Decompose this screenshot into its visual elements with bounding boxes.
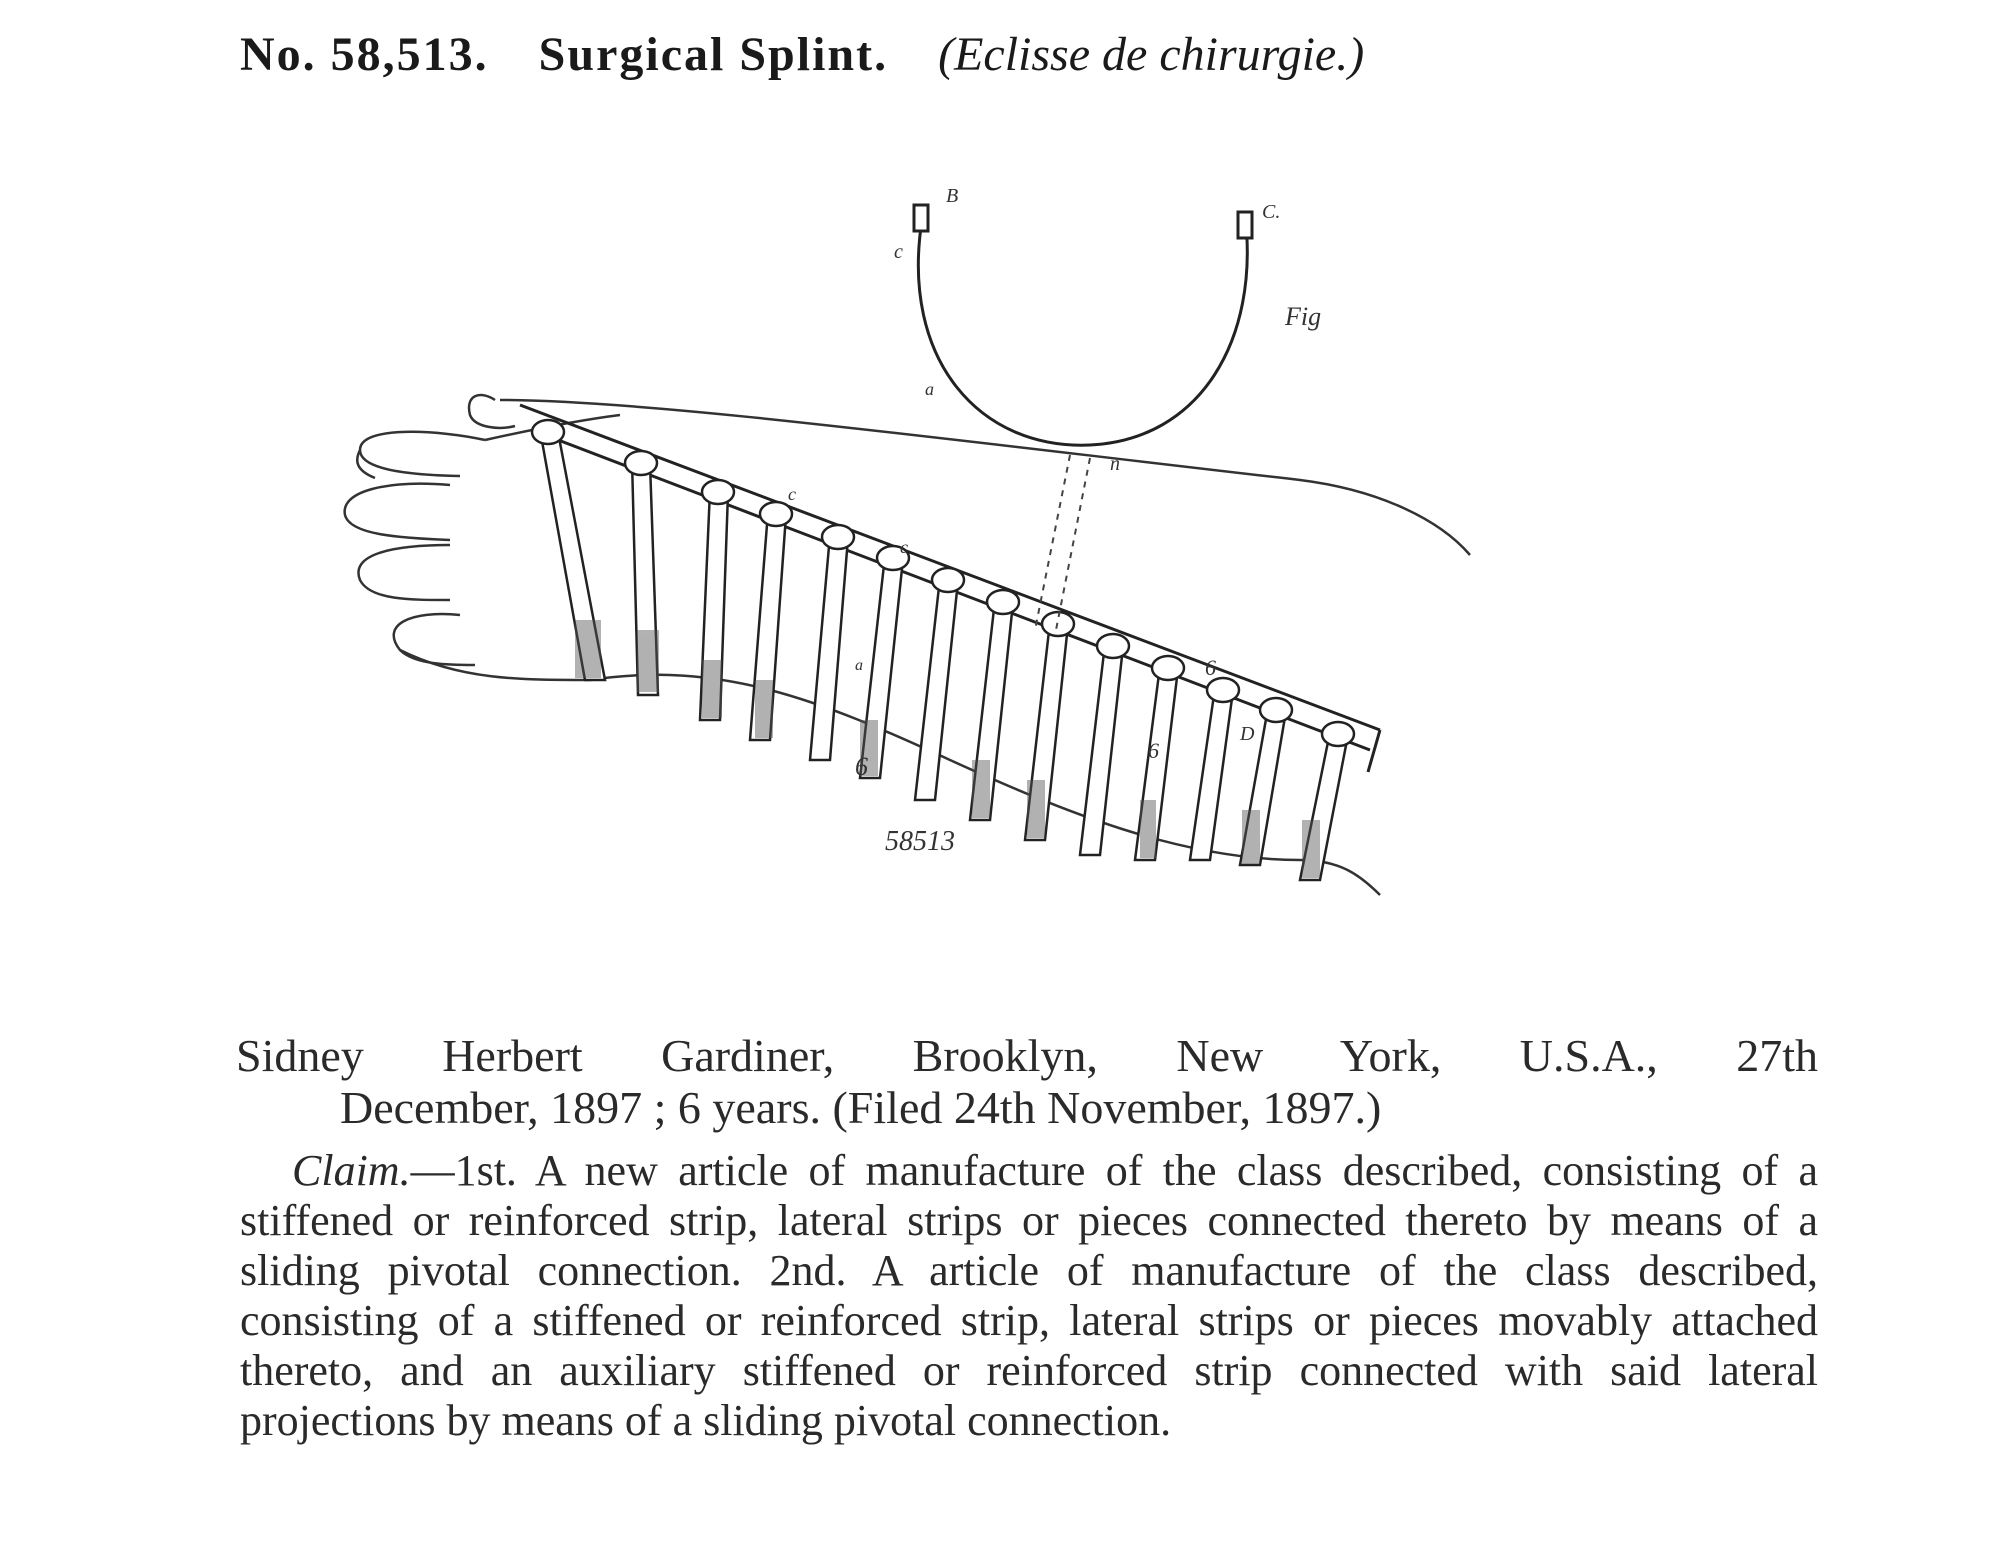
inventor-byline: [236, 1030, 1818, 1134]
date-line: December, 1897 ; 6 years. (Filed 24th November, 1897.): [340, 1082, 1382, 1133]
patent-heading: [240, 20, 1720, 90]
label-a: a: [925, 379, 934, 399]
hand-outline: [345, 395, 1470, 895]
label-c-upper: c: [788, 484, 796, 504]
inventor-line: Sidney Herbert Gardiner, Brooklyn, New York, U.S.A., 27th: [236, 1030, 1818, 1081]
curved-strap-detail: [914, 205, 1252, 445]
drawing-patent-number: 58513: [885, 826, 955, 857]
label-fig: Fig: [1285, 302, 1322, 331]
splint-lateral-strips: [540, 430, 1348, 880]
french-title: [938, 28, 1364, 81]
label-a-small: a: [855, 657, 863, 674]
claim-paragraph: [240, 1146, 1818, 1446]
patent-title: Surgical Splint.: [538, 28, 889, 81]
label-b: B: [946, 185, 959, 207]
label-b-bottom: 6: [855, 752, 868, 781]
label-b-right: 6: [1205, 655, 1216, 680]
label-n: n: [1110, 453, 1120, 475]
label-c-right: C.: [1262, 201, 1281, 223]
splint-illustration: [300, 160, 1740, 960]
claim-label: Claim.: [292, 1146, 411, 1195]
patent-drawing: [300, 160, 1740, 960]
label-c-middle: c: [900, 537, 908, 557]
label-b-strip: 6: [1148, 738, 1159, 763]
label-d: D: [1240, 723, 1255, 745]
french-title-text: (Eclisse de chirurgie.): [938, 28, 1365, 81]
label-c-left: c: [894, 241, 903, 263]
patent-number: No. 58,513.: [240, 28, 489, 81]
claim-text: —1st. A new article of manufacture of the class described, consisting of a stiffened or reinforced strip, lateral strips or pieces connected thereto by means of a sliding pivotal connection. 2nd. A article of manufacture of the class described, consisting of a stiffened or reinforced strip, lateral strips or pieces movably attached thereto, and an auxiliary stiffened or reinforced strip connected with said lateral projections by means of a sliding pivotal connection.: [240, 1146, 1818, 1445]
auxiliary-strip: [1035, 455, 1090, 635]
